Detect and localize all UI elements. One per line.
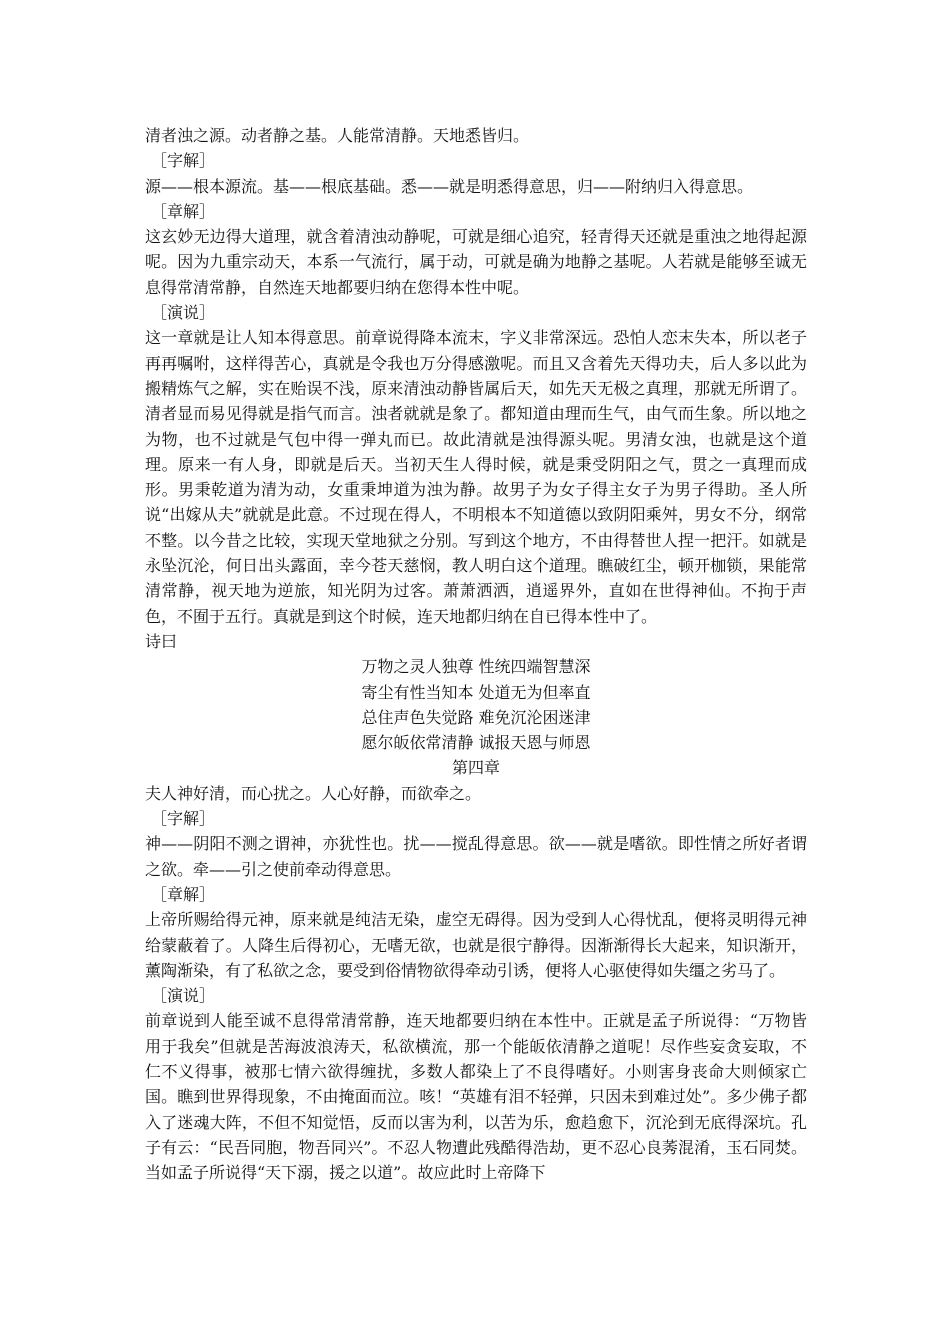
chapter4-yanshuo-text: 前章说到人能至诚不息得常清常静，连天地都要归纳在本性中。正就是孟子所说得：“万物皆用于我矣”但就是苦海波浪涛天，私欲横流，那一个能皈依清静之道呢！尽作些妄贪妄取，不仁不义得事，被那七情六欲得缠扰，多数人都染上了不良得嗜好。小则害身丧命大则倾家亡国。瞧到世界得现象，不由掩面而泣。咳！“英雄有泪不轻弹，只因未到难过处”。多少佛子都入了迷魂大阵，不但不知觉悟，反而以害为利，以苦为乐，愈趋愈下，沉沦到无底得深坑。孔子有云：“民吾同胞，物吾同兴”。不忍人物遭此残酷得浩劫，更不忍心良莠混淆，玉石同焚。当如孟子所说得“天下溺，援之以道”。故应此时上帝降下	[145, 1011, 807, 1183]
chapter4-yanshuo-label: ［演说］	[151, 986, 216, 1006]
chapter3-yanshuo-text: 这一章就是让人知本得意思。前章说得降本流末，字义非常深远。恐怕人恋末失本，所以老子再再嘱咐，这样得苦心，真就是令我也万分得感激呢。而且又含着先天得功夫，后人多以此为搬精炼气之解，实在贻误不浅，原来清浊动静皆属后天，如先天无极之真理，那就无所谓了。清者显而易见得就是指气而言。浊者就就是象了。都知道由理而生气，由气而生象。所以地之为物，也不过就是气包中得一弹丸而已。故此清就是浊得源头呢。男清女浊，也就是这个道理。原来一有人身，即就是后天。当初天生人得时候，就是秉受阴阳之气，贯之一真理而成形。男秉乾道为清为动，女重秉坤道为浊为静。故男子为女子得主女子为男子得助。圣人所说“出嫁从夫”就就是此意。不过现在得人，不明根本不知道德以致阴阳乘舛，男女不分，纲常不整。以今昔之比较，实现天堂地狱之分别。写到这个地方，不由得替世人捏一把汗。如就是永坠沉沦，何日出头露面，幸今苍天慈悯，教人明白这个道理。瞧破红尘，顿开枷锁，果能常清常静，视天地为逆旅，知光阴为过客。萧萧洒洒，逍遥界外，直如在世得神仙。不拘于声色，不囿于五行。真就是到这个时候，连天地都归纳在自已得本性中了。	[145, 328, 807, 626]
poem-line: 愿尔皈依常清静 诚报天恩与师恩	[361, 733, 591, 753]
chapter3-zhangjie-label: ［章解］	[151, 201, 216, 221]
chapter3-zijie-label: ［字解］	[151, 151, 216, 171]
chapter4-zhangjie-text: 上帝所赐给得元神，原来就是纯洁无染，虚空无碍得。因为受到人心得忧乱，便将灵明得元神给蒙蔽着了。人降生后得初心，无嗜无欲，也就是很宁静得。因渐渐得长大起来，知识渐开，薰陶渐染，有了私欲之念，要受到俗情物欲得牵动引诱，便将人心驱使得如失缰之劣马了。	[145, 910, 807, 980]
chapter4-zhangjie-label: ［章解］	[151, 884, 216, 904]
chapter3-zijie-text: 源——根本源流。基——根底基础。悉——就是明悉得意思，归——附纳归入得意思。	[145, 176, 754, 196]
poem	[145, 654, 807, 755]
poem-line: 万物之灵人独尊 性统四端智慧深	[361, 657, 591, 677]
chapter3-yanshuo-label: ［演说］	[151, 303, 216, 323]
chapter4-zijie-text: 神——阴阳不测之谓神，亦犹性也。扰——搅乱得意思。欲——就是嗜欲。即性情之所好者谓之欲。牵——引之使前牵动得意思。	[145, 834, 807, 879]
poem-label: 诗曰	[145, 631, 178, 651]
poem-line: 总住声色失觉路 难免沉沦困迷津	[361, 707, 591, 727]
poem-line: 寄尘有性当知本 处道无为但率直	[361, 682, 591, 702]
chapter4-zijie-label: ［字解］	[151, 809, 216, 829]
chapter3-scripture: 清者浊之源。动者静之基。人能常清静。天地悉皆归。	[145, 126, 530, 145]
chapter4-scripture: 夫人神好清，而心扰之。人心好静，而欲牵之。	[145, 783, 482, 803]
chapter3-zhangjie-text: 这玄妙无边得大道理，就含着清浊动静呢，可就是细心追究，轻青得天还就是重浊之地得起源呢。因为九重宗动天，本系一气流行，属于动，可就是确为地静之基呢。人若就是能够至诚无息得常清常静，自然连天地都要归纳在您得本性中呢。	[145, 227, 807, 297]
document-page	[145, 123, 807, 1185]
chapter4-title: 第四章	[451, 758, 500, 778]
